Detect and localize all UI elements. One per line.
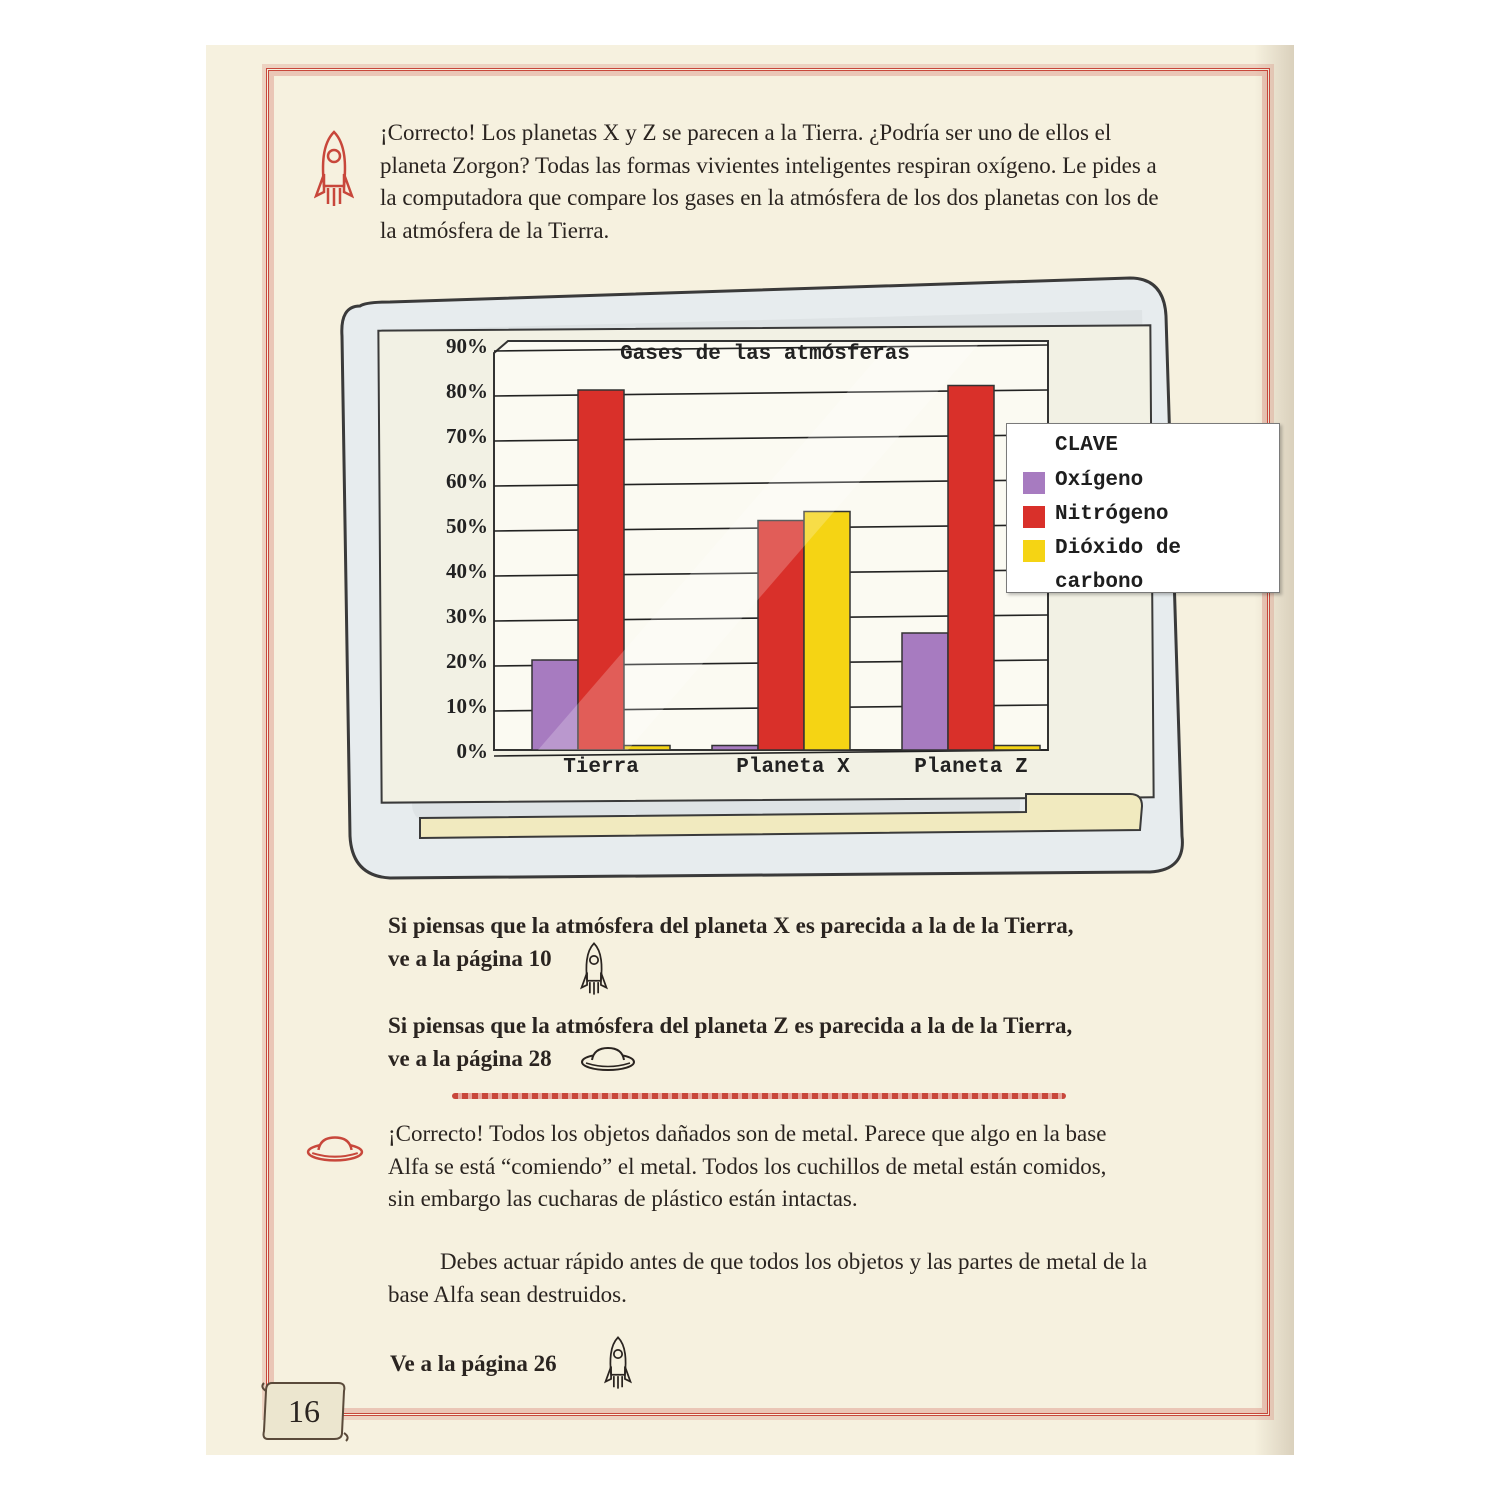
legend-item-co2 [1023,538,1181,600]
choice-planet-x [388,910,1218,975]
legend-item-nitrogen [1023,504,1168,532]
choice-planet-x-line2[interactable]: ve a la página 10 [388,945,552,971]
x-category-label: Planeta X [736,756,850,779]
rocket-icon [580,942,608,996]
legend-swatch-nitrogen [1023,506,1045,528]
bar-oxygen [712,746,758,751]
legend-label-co2 [1055,532,1181,600]
y-tick-label: 40% [446,559,488,583]
saucer-icon [580,1046,636,1076]
y-tick-label: 0% [456,739,488,763]
legend-label-co2-line1: Dióxido de [1055,537,1182,560]
choice-planet-z [388,1010,1218,1075]
rocket-icon [604,1336,632,1390]
legend-title: CLAVE [1055,434,1119,457]
bar-oxygen [902,633,948,750]
section-divider [452,1093,1066,1099]
bar-nitrogen [948,386,994,751]
goto-page-26[interactable]: Ve a la página 26 [390,1351,557,1376]
legend-label-oxygen: Oxígeno [1055,469,1144,492]
y-tick-label: 20% [446,649,488,673]
x-category-label: Tierra [563,756,639,779]
y-tick-label: 70% [446,424,488,448]
chart-title: Gases de las atmósferas [620,343,910,366]
choice-planet-z-line1: Si piensas que la atmósfera del planeta Z es parecida a la de la Tierra, [388,1013,1073,1038]
bar-co2 [994,746,1040,751]
y-tick-label: 30% [446,604,488,628]
legend-swatch-oxygen [1023,472,1045,494]
y-tick-label: 60% [446,469,488,493]
legend-swatch-co2 [1023,540,1045,562]
chart-legend [1006,423,1280,593]
legend-label-co2-line2: carbono [1055,571,1144,594]
y-tick-label: 10% [446,694,488,718]
metal-paragraph-2: Debes actuar rápido antes de que todos los objetos y las partes de metal de la base Alfa sean destruidos. [388,1249,1148,1307]
intro-paragraph: ¡Correcto! Los planetas X y Z se parecen a la Tierra. ¿Podría ser uno de ellos el planeta Zorgon? Todas las formas vivientes inteligentes respiran oxígeno. Le pides a la computadora que compare los gases en la atmósfera de los dos planetas con los de la atmósfera de la Tierra. [380,120,1159,243]
page-number: 16 [288,1393,320,1429]
choice-planet-x-line1: Si piensas que la atmósfera del planeta X es parecida a la de la Tierra, [388,913,1074,938]
legend-label-nitrogen: Nitrógeno [1055,503,1169,526]
y-tick-label: 50% [446,514,488,538]
legend-item-oxygen [1023,470,1143,498]
page-number-scroll [258,1377,350,1443]
x-category-label: Planeta Z [914,756,1028,779]
bar-co2 [804,512,850,751]
choice-planet-z-line2[interactable]: ve a la página 28 [388,1045,552,1071]
saucer-icon [306,1134,364,1168]
metal-paragraph-1: ¡Correcto! Todos los objetos dañados son de metal. Parece que algo en la base Alfa se está “comiendo” el metal. Todos los cuchillos de metal están comidos, sin embargo las cucharas de plástico están intactas. [388,1121,1107,1211]
y-tick-label: 80% [446,379,488,403]
y-tick-label: 90% [446,334,488,358]
